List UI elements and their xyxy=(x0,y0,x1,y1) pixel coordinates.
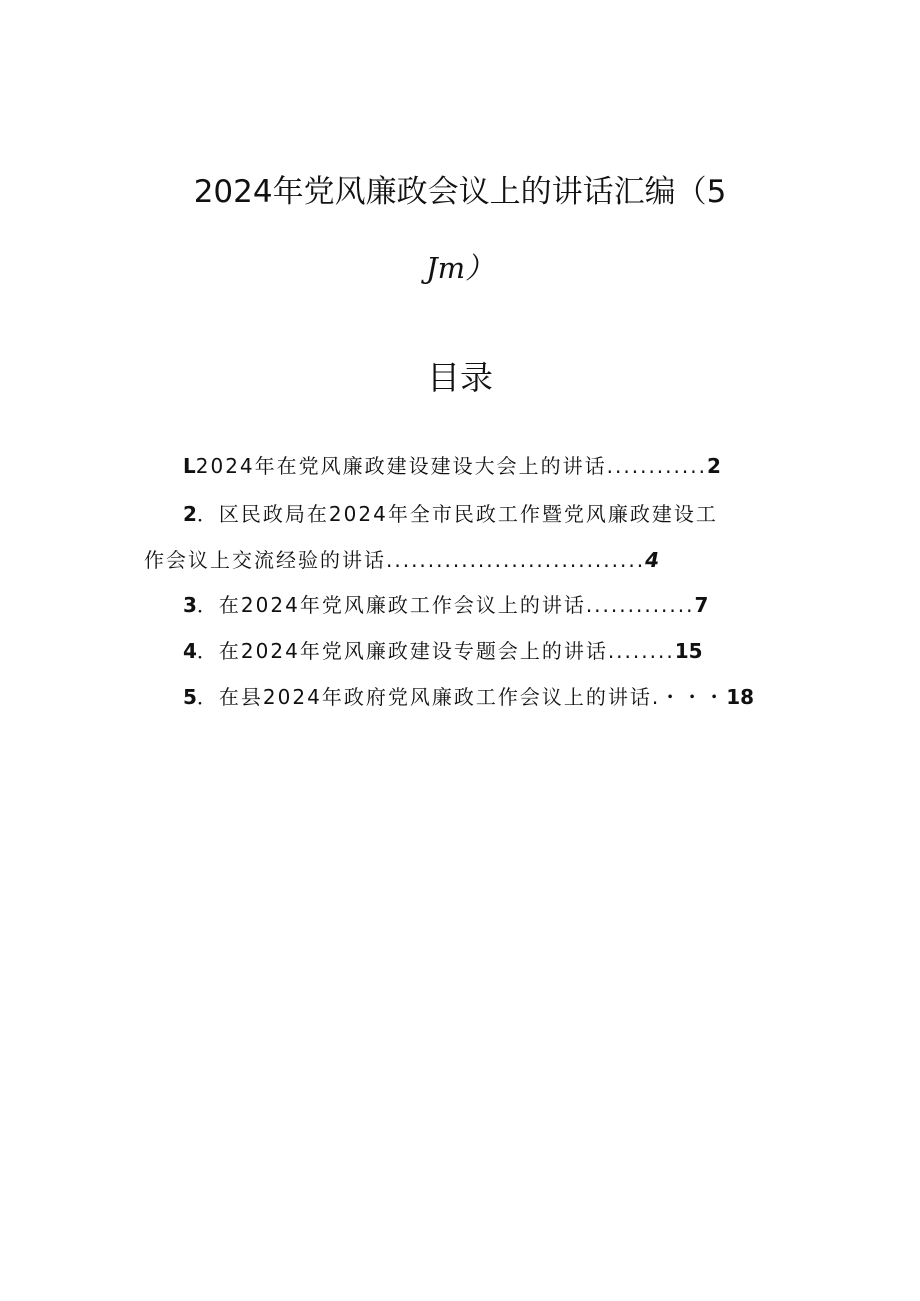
toc-item-text: ．区民政局在2024年全市民政工作暨党风廉政建设工 xyxy=(196,502,718,526)
toc-item-page: 18 xyxy=(726,685,755,709)
toc-item-text: ．在县2024年政府党风廉政工作会议上的讲话 xyxy=(196,685,652,709)
toc-item-text: ．在2024年党风廉政建设专题会上的讲话 xyxy=(196,639,608,663)
toc-item-2-continuation[interactable] xyxy=(144,546,659,574)
document-title-continuation: Jm） xyxy=(425,251,495,285)
toc-heading: 目录 xyxy=(427,358,493,397)
toc-item-leader-dots: ............................... xyxy=(386,548,646,572)
toc-item-page: 4 xyxy=(645,548,660,572)
toc-item-2[interactable] xyxy=(183,500,718,528)
toc-item-number: 4 xyxy=(183,639,197,663)
toc-item-number: 3 xyxy=(183,593,197,617)
toc-item-5[interactable] xyxy=(183,683,754,711)
toc-item-page: 7 xyxy=(694,593,709,617)
toc-item-1[interactable] xyxy=(183,452,721,480)
toc-item-number: L xyxy=(183,454,196,478)
toc-item-4[interactable] xyxy=(183,637,703,665)
toc-item-number: 5 xyxy=(183,685,197,709)
document-title: 2024年党风廉政会议上的讲话汇编（5 xyxy=(193,174,727,210)
toc-item-page: 15 xyxy=(674,639,703,663)
toc-item-leader-dots: ............. xyxy=(585,593,695,617)
toc-item-page: 2 xyxy=(706,454,721,478)
toc-item-leader-dots: .・・・ xyxy=(651,685,727,709)
toc-item-number: 2 xyxy=(183,502,197,526)
toc-item-leader-dots: ........ xyxy=(607,639,675,663)
toc-item-3[interactable] xyxy=(183,591,708,619)
toc-item-text: ．在2024年党风廉政工作会议上的讲话 xyxy=(196,593,586,617)
toc-item-leader-dots: ............ xyxy=(606,454,707,478)
toc-item-text-continuation: 作会议上交流经验的讲话 xyxy=(144,548,386,572)
toc-item-text: 2024年在党风廉政建设建设大会上的讲话 xyxy=(195,454,607,478)
